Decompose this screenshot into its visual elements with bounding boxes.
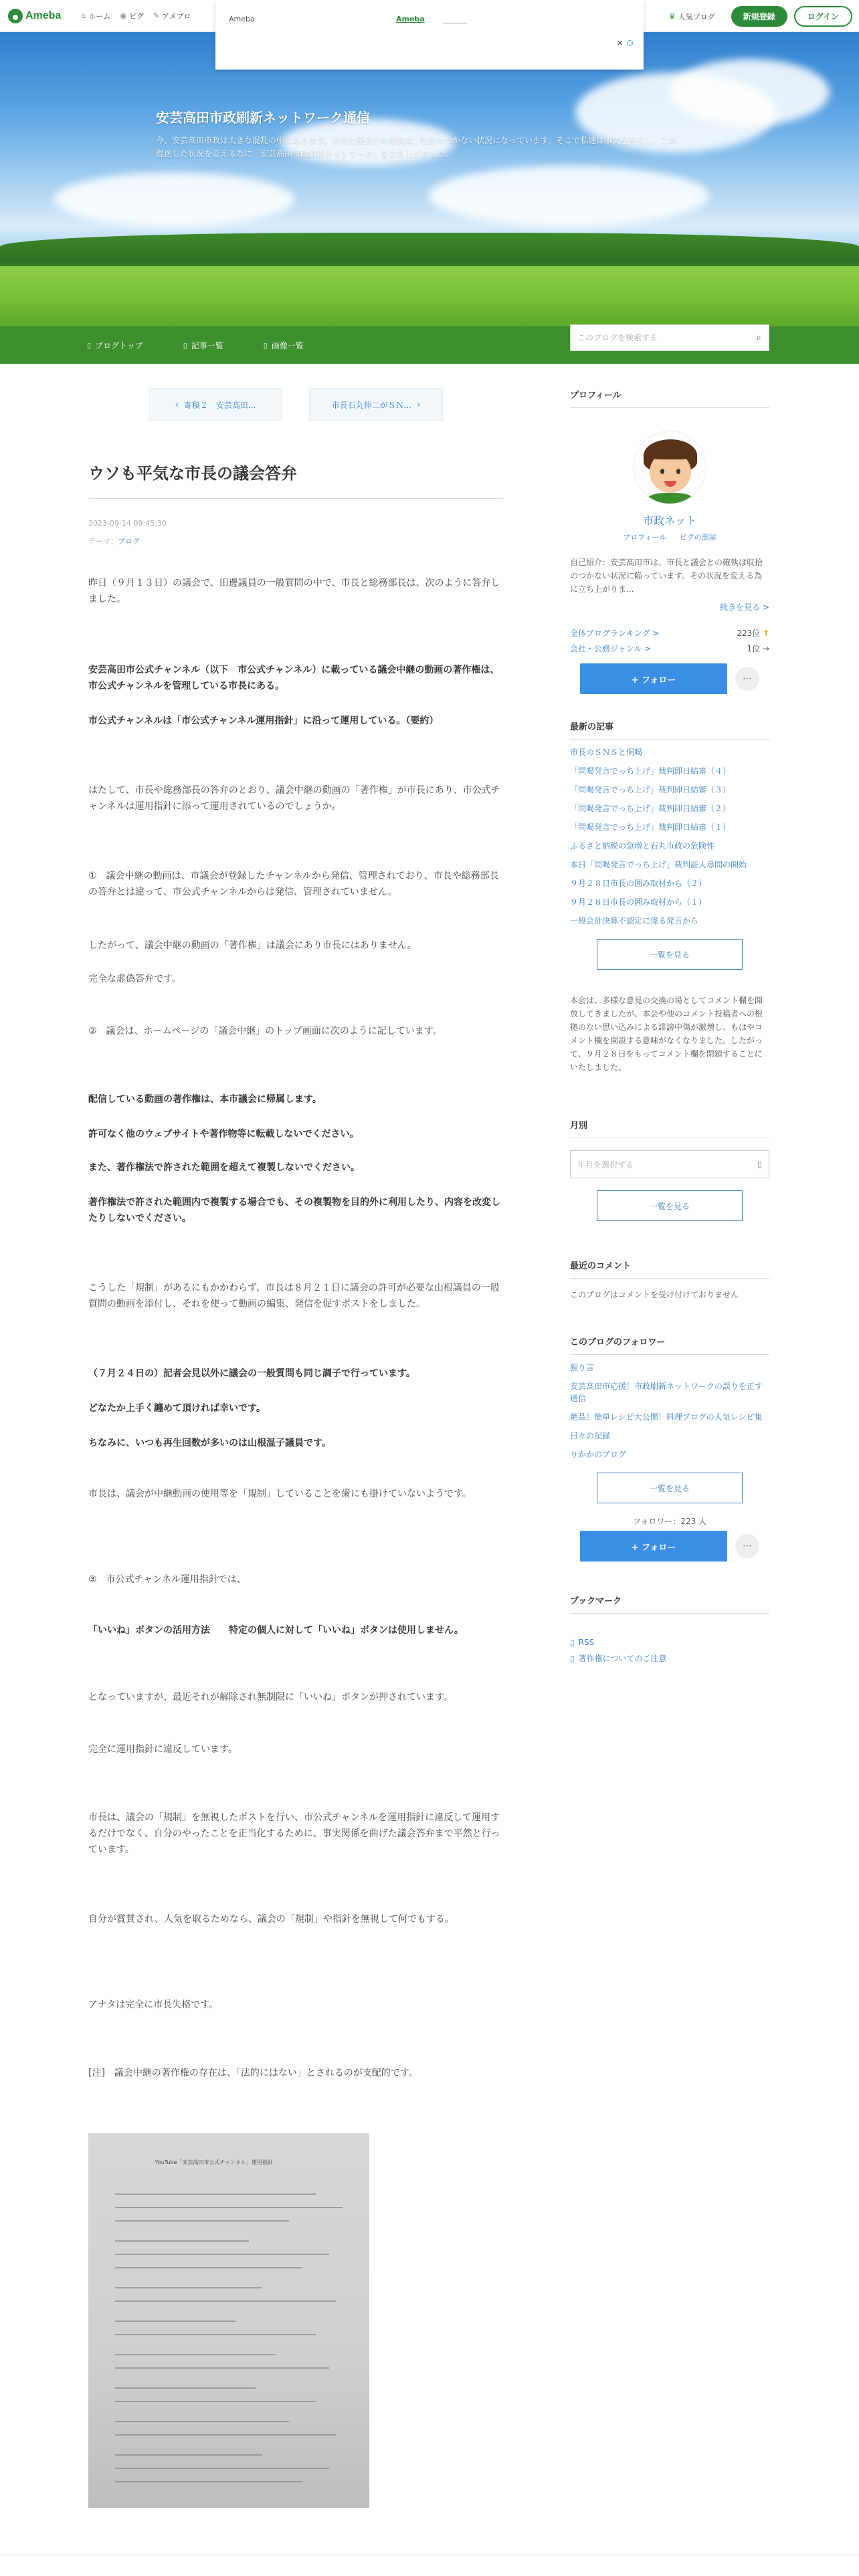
- avatar-shirt: [646, 493, 695, 504]
- document-icon: ▯: [570, 1653, 575, 1663]
- rss-link[interactable]: [570, 1638, 769, 1647]
- blog-nav-images[interactable]: [264, 340, 304, 351]
- ad-center-label[interactable]: Ameba: [396, 15, 425, 23]
- blog-nav-entries-label: 記事一覧: [191, 340, 223, 350]
- bookmark-list: [570, 1638, 769, 1664]
- ad-close-icon[interactable]: ✕: [616, 39, 624, 49]
- ad-info-icon[interactable]: [627, 40, 633, 46]
- follower-link[interactable]: 狸り言: [570, 1363, 595, 1372]
- rss-label: RSS: [578, 1638, 595, 1647]
- latest-article-link[interactable]: 本日「問喝発言でっち上げ」裁判証人尋問の開始: [570, 860, 747, 869]
- article-paragraph: アナタは完全に市長失格です。: [88, 2000, 219, 2010]
- document-text-line: [115, 2240, 249, 2242]
- article-paragraph: 安芸高田市公式チャンネル（以下 市公式チャンネル）に載っている議会中継の動画の著作権は、市公式チャンネルを管理している市長にある。: [88, 665, 500, 691]
- home-icon: ⌂: [81, 11, 86, 20]
- document-text-line: [115, 2387, 256, 2389]
- theme-label: テーマ：: [88, 537, 118, 546]
- document-text-line: [115, 2267, 302, 2268]
- latest-article-link[interactable]: 「問喝発言でっち上げ」裁判即日結審（１）: [570, 823, 731, 832]
- monthly-list-button[interactable]: 一覧を見る: [597, 1190, 743, 1221]
- latest-heading: 最新の記事: [570, 720, 769, 740]
- next-article-button[interactable]: [309, 388, 443, 421]
- ranking: [570, 627, 769, 654]
- avatar-eye: [660, 469, 664, 474]
- theme-link[interactable]: ブログ: [118, 537, 140, 546]
- article-paragraph: はたして、市長や総務部長の答弁のとおり、議会中継の動画の「著作権」が市長にあり、市公式チャンネルは運用指針に添って運用されているのでしょうか。: [88, 785, 500, 812]
- ad-left-label: Ameba: [229, 15, 255, 23]
- rank-row-overall: [570, 627, 769, 639]
- document-text-line: [115, 2367, 329, 2369]
- blog-nav-top[interactable]: [87, 340, 143, 351]
- document-text-line: [115, 2334, 316, 2335]
- document-text-line: [115, 2207, 343, 2208]
- more-options-icon[interactable]: ⋯: [735, 667, 759, 691]
- document-image-title: YouTube「安芸高田市公式チャンネル」運用指針: [155, 2159, 274, 2165]
- cloud: [428, 166, 709, 226]
- follower-list: [570, 1362, 769, 1461]
- logo-text: Ameba: [25, 9, 62, 21]
- month-select[interactable]: [570, 1150, 769, 1178]
- article-paragraph: 完全に運用指針に違反しています。: [88, 1744, 237, 1755]
- chevron-right-icon: ›: [417, 399, 421, 410]
- document-text-line: [115, 2468, 329, 2469]
- sidebar: [570, 388, 769, 1664]
- article-date: 2023-09-14 09:45:30: [88, 519, 167, 528]
- ameba-logo[interactable]: [8, 9, 61, 23]
- profile-heading: プロフィール: [570, 388, 769, 408]
- nav-home[interactable]: [81, 11, 110, 21]
- calendar-icon: ▯: [757, 1160, 762, 1169]
- article-paragraph: 完全な虚偽答弁です。: [88, 974, 181, 984]
- nav-home-label: ホーム: [88, 11, 111, 21]
- grass-field: [0, 266, 859, 326]
- follow-button-2[interactable]: + フォロー: [580, 1531, 727, 1562]
- rank-value-text: 223位: [737, 629, 761, 638]
- follower-link[interactable]: 日々の記録: [570, 1431, 611, 1440]
- nav-pigg-label: ピグ: [128, 11, 144, 21]
- pigg-icon: ◉: [120, 11, 126, 20]
- prev-article-label: 寄稿２ 安芸高田...: [183, 400, 256, 410]
- article-column: [88, 388, 503, 546]
- article-theme: [88, 536, 503, 546]
- rank-label[interactable]: 会社・公務ジャンル >: [570, 644, 652, 653]
- document-text-line: [115, 2193, 316, 2195]
- profile-text: 自己紹介：安芸高田市は、市長と議会との確執は収拾のつかない状況に陥っています。その状況を変える為に立ち上がりま...: [570, 558, 763, 594]
- article-title[interactable]: ウソも平気な市長の議会答弁: [88, 460, 503, 499]
- document-text-line: [115, 2401, 316, 2402]
- month-select-placeholder: 年月を選択する: [577, 1160, 634, 1170]
- copyright-label: 著作権についてのご注意: [578, 1654, 667, 1663]
- global-nav: [81, 11, 191, 21]
- document-text-line: [115, 2454, 262, 2456]
- document-text-line: [115, 2434, 336, 2436]
- article-pager: [88, 388, 503, 421]
- article-paragraph: となっていますが、最近それが解除され無制限に「いいね」ボタンが押されています。: [88, 1692, 453, 1703]
- latest-list-button[interactable]: 一覧を見る: [597, 939, 743, 970]
- blog-icon: ✎: [153, 11, 160, 20]
- article-paragraph: （７月２４日の）記者会見以外に議会の一般質問も同じ調子で行っています。: [88, 1368, 415, 1379]
- comment-notice: 本会は、多様な意見の交換の場としてコメント欄を開放してきましたが、本会や他のコメント投稿者への根拠のない思い込みによる誹謗中傷が激増し、もはやコメント欄を開設する意味がなくなりました。したがって、９月２８日をもってコメント欄を閉鎖することにいたしました。: [570, 996, 763, 1072]
- comments-text: このブログはコメントを受け付けておりません: [570, 1290, 739, 1299]
- followers-heading: このブログのフォロワー: [570, 1335, 769, 1355]
- nav-ameblo[interactable]: [153, 11, 191, 21]
- article-paragraph: また、著作権法で許された範囲を超えて複製しないでください。: [88, 1162, 360, 1173]
- follow-row: [580, 663, 769, 694]
- blog-description: 今、安芸高田市政は大きな混乱の中にあります。市長と議会との確執は、収拾のつかない状況になっています。そこで私達は事実を共有し、この混迷した状況を変える為に「安芸高田市政刷新ネットワーク」を立ち上げました。: [156, 136, 677, 158]
- avatar-eye: [676, 469, 680, 474]
- article-paragraph: 市公式チャンネルは「市公式チャンネル運用指針」に沿って運用している。（要約）: [88, 716, 439, 726]
- rank-value: [737, 627, 769, 639]
- document-text-line: [115, 2220, 289, 2222]
- rank-value: [747, 643, 769, 654]
- latest-article-link[interactable]: 一般会計決算不認定に係る発言から: [570, 916, 699, 926]
- article-paragraph: ① 議会中継の動画は、市議会が登録したチャンネルから発信、管理されており、市長や総務部長の答弁とは違って、市公式チャンネルからは発信、管理されていません。: [88, 871, 499, 897]
- monthly-heading: 月別: [570, 1118, 769, 1138]
- blog-search: [570, 324, 769, 351]
- profile-name[interactable]: 市政ネット: [642, 514, 696, 527]
- blog-search-input[interactable]: [571, 325, 749, 350]
- article-paragraph: 市長は、議会が中継動画の使用等を「規制」していることを歯にも掛けていないようです。: [88, 1489, 472, 1499]
- crown-icon: ♛: [668, 12, 676, 21]
- article-paragraph: 著作権法で許された範囲内で複製する場合でも、その複製物を目的外に利用したり、内容を改変したりしないでください。: [88, 1197, 500, 1224]
- document-text-line: [115, 2481, 302, 2482]
- blog-nav-top-label: ブログトップ: [95, 340, 143, 350]
- rank-flat-icon: →: [762, 644, 769, 653]
- cloud: [54, 173, 294, 226]
- ameba-logo-icon: [8, 9, 23, 23]
- copyright-link[interactable]: [570, 1652, 769, 1664]
- article-paragraph: 「いいね」ボタンの活用方法 特定の個人に対して「いいね」ボタンは使用しません。: [88, 1625, 464, 1636]
- article-paragraph: ③ 市公式チャンネル運用指針では、: [88, 1574, 246, 1585]
- article-paragraph: 市長は、議会の「規制」を無視したポストを行い、市公式チャンネルを運用指針に違反して運用するだけでなく、自分のやったことを正当化するために、事実関係を曲げた議会答弁まで平然と行っています。: [88, 1812, 500, 1855]
- rank-label[interactable]: 全体ブログランキング >: [570, 629, 660, 638]
- prev-article-button[interactable]: [149, 388, 282, 421]
- follower-link[interactable]: 絶品！簡単レシピ大公開！料理ブログの人気レシピ集: [570, 1412, 763, 1422]
- document-text-line: [115, 2354, 276, 2355]
- nav-pigg[interactable]: [120, 11, 144, 21]
- pigg-room-link[interactable]: ピグの部屋: [679, 533, 717, 542]
- search-icon[interactable]: ⌕: [756, 332, 761, 343]
- article-paragraph: 昨日（９月１３日）の議会で、田邊議員の一般質問の中で、市長と総務部長は、次のように答弁しました。: [88, 578, 500, 605]
- avatar[interactable]: [633, 431, 706, 504]
- latest-article-link[interactable]: ふるさと納税の急増と石丸市政の危険性: [570, 841, 715, 851]
- document-text-line: [115, 2300, 336, 2302]
- blog-nav-images-label: 画像一覧: [271, 340, 304, 350]
- bookmark-heading: ブックマーク: [570, 1594, 769, 1614]
- cloud: [669, 59, 830, 126]
- latest-article-link[interactable]: 「問喝発言でっち上げ」裁判即日結審（３）: [570, 785, 731, 794]
- follower-link[interactable]: りかかのブログ: [570, 1450, 627, 1459]
- article-paragraph: したがって、議会中継の動画の「著作権」は議会にあり市長にはありません。: [88, 940, 417, 951]
- latest-article-link[interactable]: 「問喝発言でっち上げ」裁判即日結審（４）: [570, 766, 731, 776]
- login-button[interactable]: ログイン: [794, 6, 852, 27]
- document-text-line: [115, 2254, 329, 2255]
- blog-nav-entries[interactable]: [183, 340, 223, 351]
- nav-ameblo-label: アメブロ: [162, 11, 191, 21]
- more-options-icon[interactable]: ⋯: [735, 1534, 759, 1558]
- article-paragraph: [注] 議会中継の著作権の存在は、「法的にはない」とされるのが支配的です。: [88, 2068, 418, 2078]
- blog-top-icon: ▯: [87, 340, 92, 350]
- latest-article-link[interactable]: 「問喝発言でっち上げ」裁判即日結審（２）: [570, 804, 731, 813]
- document-text-line: [115, 2321, 235, 2322]
- article-paragraph: 配信している動画の著作権は、本市議会に帰属します。: [88, 1094, 322, 1105]
- ad-banner[interactable]: [215, 0, 644, 70]
- rank-row-genre: [570, 643, 769, 654]
- document-image[interactable]: [88, 2133, 369, 2508]
- images-icon: ▯: [263, 340, 268, 350]
- avatar-bangs: [647, 441, 694, 459]
- document-text-line: [115, 2421, 289, 2422]
- blog-title[interactable]: 安芸高田市政刷新ネットワーク通信: [156, 110, 370, 126]
- follow-button[interactable]: + フォロー: [580, 663, 727, 694]
- latest-article-link[interactable]: ９月２８日市長の囲み取材から（１）: [570, 897, 707, 907]
- popular-blog-label: 人気ブログ: [678, 12, 715, 21]
- article-paragraph: こうした「規制」があるにもかかわらず、市長は８月２１日に議会の許可が必要な山根議員の一般質問の動画を添付し、それを使って動画の編集、発信を促すポストをしました。: [88, 1283, 500, 1309]
- followers-list-button[interactable]: 一覧を見る: [597, 1473, 743, 1503]
- blog-hero-banner: [0, 32, 859, 326]
- register-button[interactable]: 新規登録: [731, 6, 787, 27]
- article-paragraph: 許可なく他のウェブサイトや著作物等に転載しないでください。: [88, 1129, 359, 1140]
- rss-icon: ▯: [570, 1638, 575, 1647]
- entries-icon: ▯: [183, 340, 187, 350]
- profile-links: [570, 532, 769, 542]
- document-text-line: [115, 2287, 262, 2288]
- latest-article-link[interactable]: 市長のＳＮＳと恫喝: [570, 748, 643, 757]
- profile-link[interactable]: プロフィール: [623, 533, 667, 542]
- rank-up-icon: ↑: [762, 629, 769, 638]
- read-more-link[interactable]: 続きを見る >: [720, 603, 769, 612]
- chevron-left-icon: ‹: [175, 399, 179, 410]
- rank-value-text: 1位: [747, 644, 761, 653]
- follow-row-2: [580, 1531, 769, 1562]
- article-paragraph: ② 議会は、ホームページの「議会中継」のトップ画面に次のように記しています。: [88, 1026, 442, 1037]
- latest-article-link[interactable]: ９月２８日市長の囲み取材から（２）: [570, 879, 707, 888]
- follower-link[interactable]: 安芸高田市応援！市政刷新ネットワークの誤りを正す通信: [570, 1382, 763, 1403]
- header-actions: [669, 6, 852, 27]
- article-paragraph: 自分が賞賛され、人気を取るためなら、議会の「規制」や指針を無視して何でもする。: [88, 1914, 454, 1925]
- article-paragraph: どなたか上手く纏めて頂ければ幸いです。: [88, 1403, 266, 1414]
- article-paragraph: ちなみに、いつも再生回数が多いのは山根温子議員です。: [88, 1438, 331, 1448]
- latest-list: [570, 746, 769, 927]
- follower-count: フォロワー：223 人: [632, 1517, 707, 1526]
- comments-heading: 最近のコメント: [570, 1259, 769, 1279]
- next-article-label: 市長石丸伸二がＳＮ...: [331, 400, 412, 410]
- popular-blog-link[interactable]: [669, 11, 715, 22]
